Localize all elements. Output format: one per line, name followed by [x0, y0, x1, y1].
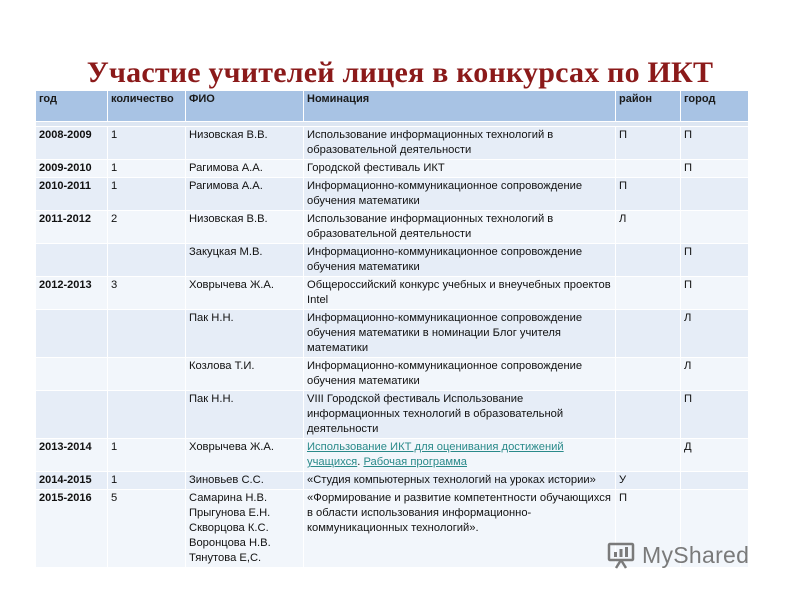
cell-city: Л: [681, 310, 749, 358]
fio-line: Воронцова Н.В.: [189, 537, 271, 549]
cell-fio: Пак Н.Н.: [186, 310, 304, 358]
cell-year: 2014-2015: [36, 472, 108, 490]
cell-city: П: [681, 277, 749, 310]
cell-count: 1: [108, 160, 186, 178]
presentation-board-icon: [606, 540, 636, 570]
link-separator: .: [357, 456, 364, 468]
cell-district: [616, 160, 681, 178]
table-row: [36, 358, 749, 391]
cell-fio-list: [186, 490, 304, 568]
cell-fio: Закуцкая М.В.: [186, 244, 304, 277]
cell-district: У: [616, 472, 681, 490]
cell-year: 2015-2016: [36, 490, 108, 568]
cell-fio: Пак Н.Н.: [186, 391, 304, 439]
cell-year: 2011-2012: [36, 211, 108, 244]
fio-line: Тянутова Е,С.: [189, 552, 262, 564]
cell-year: 2008-2009: [36, 127, 108, 160]
cell-city: П: [681, 160, 749, 178]
fio-line: Скворцова К.С.: [189, 522, 269, 534]
table-row: [36, 178, 749, 211]
cell-count: 1: [108, 472, 186, 490]
table-row: [36, 472, 749, 490]
cell-count: 1: [108, 178, 186, 211]
cell-nomination: Информационно-коммуникационное сопровождение обучения математики в номинации Блог учителя математики: [304, 310, 616, 358]
cell-district: [616, 358, 681, 391]
cell-nomination: [304, 439, 616, 472]
cell-city: [681, 178, 749, 211]
cell-city: [681, 472, 749, 490]
cell-fio: Низовская В.В.: [186, 211, 304, 244]
table-row: [36, 310, 749, 358]
header-fio: ФИО: [186, 91, 304, 122]
table-row: [36, 127, 749, 160]
header-nomination: Номинация: [304, 91, 616, 122]
cell-year: [36, 391, 108, 439]
cell-city: Л: [681, 358, 749, 391]
cell-year: 2012-2013: [36, 277, 108, 310]
cell-fio: Низовская В.В.: [186, 127, 304, 160]
cell-district: [616, 277, 681, 310]
cell-nomination: Информационно-коммуникационное сопровождение обучения математики: [304, 244, 616, 277]
fio-line: Самарина Н.В.: [189, 492, 268, 504]
cell-fio: Ховрычева Ж.А.: [186, 277, 304, 310]
table-row: [36, 244, 749, 277]
cell-year: [36, 358, 108, 391]
cell-year: 2010-2011: [36, 178, 108, 211]
table-header-row: [36, 91, 749, 122]
cell-year: 2009-2010: [36, 160, 108, 178]
cell-district: П: [616, 490, 681, 568]
cell-city: П: [681, 391, 749, 439]
cell-nomination: «Формирование и развитие компетентности обучающихся в области использования информационно- коммуникационных технологий».: [304, 490, 616, 568]
cell-city: П: [681, 244, 749, 277]
cell-city: Д: [681, 439, 749, 472]
header-city: город: [681, 91, 749, 122]
ict-assessment-link[interactable]: Использование ИКТ для оценивания достижений учащихся: [307, 441, 564, 468]
header-district: район: [616, 91, 681, 122]
cell-count: [108, 391, 186, 439]
cell-fio: Козлова Т.И.: [186, 358, 304, 391]
cell-district: [616, 391, 681, 439]
cell-city: П: [681, 127, 749, 160]
cell-fio: Рагимова А.А.: [186, 178, 304, 211]
cell-year: [36, 310, 108, 358]
myshared-logo: [606, 540, 766, 572]
cell-count: 1: [108, 127, 186, 160]
page-title: Участие учителей лицея в конкурсах по ИКТ: [86, 56, 714, 89]
cell-count: 3: [108, 277, 186, 310]
header-count: количество: [108, 91, 186, 122]
cell-nomination: Использование информационных технологий в образовательной деятельности: [304, 211, 616, 244]
cell-count: 5: [108, 490, 186, 568]
cell-district: П: [616, 178, 681, 211]
cell-year: 2013-2014: [36, 439, 108, 472]
cell-nomination: Общероссийский конкурс учебных и внеучебных проектов Intel: [304, 277, 616, 310]
cell-fio: Ховрычева Ж.А.: [186, 439, 304, 472]
cell-district: П: [616, 127, 681, 160]
cell-city: [681, 211, 749, 244]
cell-district: [616, 310, 681, 358]
header-year: год: [36, 91, 108, 122]
cell-count: [108, 358, 186, 391]
cell-count: [108, 310, 186, 358]
cell-year: [36, 244, 108, 277]
cell-fio: Зиновьев С.С.: [186, 472, 304, 490]
table-row: [36, 160, 749, 178]
cell-district: [616, 244, 681, 277]
work-program-link[interactable]: Рабочая программа: [363, 456, 467, 468]
contests-table: [35, 90, 749, 568]
table-row: [36, 391, 749, 439]
table-row: [36, 277, 749, 310]
cell-nomination: Информационно-коммуникационное сопровождение обучения математики: [304, 358, 616, 391]
table-row: [36, 211, 749, 244]
table-row: [36, 439, 749, 472]
cell-fio: Рагимова А.А.: [186, 160, 304, 178]
cell-count: [108, 244, 186, 277]
fio-line: Прыгунова Е.Н.: [189, 507, 271, 519]
cell-count: 1: [108, 439, 186, 472]
cell-nomination: Использование информационных технологий в образовательной деятельности: [304, 127, 616, 160]
logo-text: MyShared: [642, 542, 750, 568]
cell-district: Л: [616, 211, 681, 244]
cell-nomination: «Студия компьютерных технологий на уроках истории»: [304, 472, 616, 490]
cell-nomination: Информационно-коммуникационное сопровождение обучения математики: [304, 178, 616, 211]
cell-district: [616, 439, 681, 472]
cell-count: 2: [108, 211, 186, 244]
cell-nomination: VIII Городской фестиваль Использование информационных технологий в образовательной деятельности: [304, 391, 616, 439]
cell-nomination: Городской фестиваль ИКТ: [304, 160, 616, 178]
